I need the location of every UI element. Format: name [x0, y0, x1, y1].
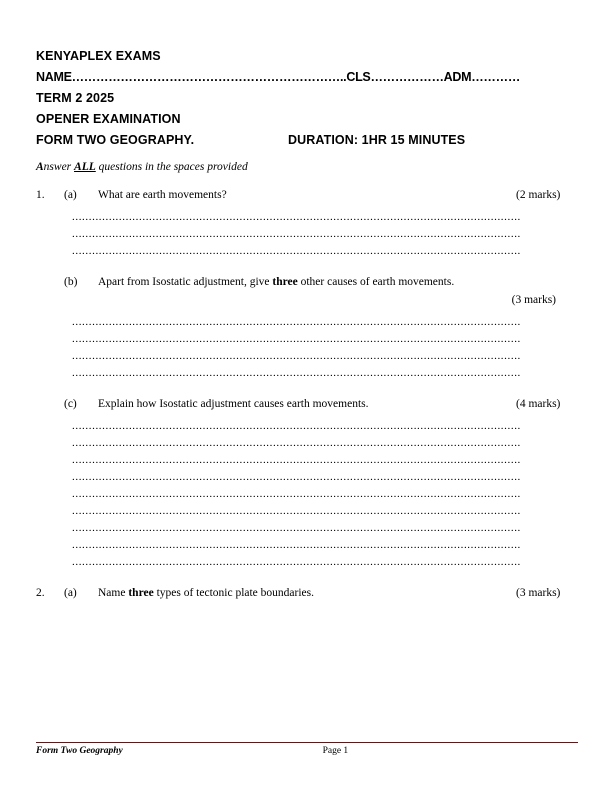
answer-line[interactable]: ......................................................................................................................................	[72, 539, 521, 551]
marks-2a: (3 marks)	[516, 587, 561, 599]
question-1b-row	[36, 276, 578, 288]
question-number-1: 1.	[36, 189, 45, 201]
question-number-2: 2.	[36, 587, 45, 599]
question-1c-row	[36, 398, 578, 410]
answer-line[interactable]: ......................................................................................................................................	[72, 228, 521, 240]
question-text-2a-bold: three	[128, 587, 154, 599]
question-part-letter-1b: (b)	[64, 276, 78, 288]
instruction-emphasis: ALL	[74, 161, 96, 173]
marks-1b: (3 marks)	[511, 294, 556, 306]
duration-label: DURATION: 1HR 15 MINUTES	[288, 133, 466, 147]
name-class-adm-line: NAME…………………………………………………………..CLS………………ADM…………	[36, 70, 521, 84]
answer-line[interactable]: ......................................................................................................................................	[72, 420, 521, 432]
answer-line[interactable]: ......................................................................................................................................	[72, 454, 521, 466]
question-text-1b	[98, 276, 578, 288]
question-text-1c: Explain how Isostatic adjustment causes earth movements.	[98, 398, 369, 410]
term-label: TERM 2 2025	[36, 91, 115, 105]
question-part-letter-1a: (a)	[64, 189, 77, 201]
answer-line[interactable]: ......................................................................................................................................	[72, 333, 521, 345]
question-part-letter-1c: (c)	[64, 398, 77, 410]
subject-duration-row	[36, 130, 578, 151]
answer-lines-1b[interactable]	[36, 314, 578, 382]
answer-line[interactable]: ......................................................................................................................................	[72, 488, 521, 500]
footer-subject-label: Form Two Geography	[36, 746, 123, 756]
answer-line[interactable]: ......................................................................................................................................	[72, 316, 521, 328]
marks-1c: (4 marks)	[516, 398, 561, 410]
question-text-2a	[98, 587, 516, 599]
answer-line[interactable]: ......................................................................................................................................	[72, 350, 521, 362]
instruction-before: nswer	[43, 161, 75, 173]
marks-1a: (2 marks)	[516, 189, 561, 201]
question-text-1b-before: Apart from Isostatic adjustment, give	[98, 276, 273, 288]
answer-line[interactable]: ......................................................................................................................................	[72, 211, 521, 223]
instruction-text	[36, 161, 578, 173]
footer-page-number: Page 1	[322, 746, 349, 756]
question-text-1b-bold: three	[272, 276, 298, 288]
answer-lines-1a[interactable]	[36, 209, 578, 260]
question-text-1a: What are earth movements?	[98, 189, 227, 201]
footer-divider	[36, 742, 578, 743]
question-2a-row	[36, 587, 578, 599]
answer-line[interactable]: ......................................................................................................................................	[72, 522, 521, 534]
question-text-2a-after: types of tectonic plate boundaries.	[153, 587, 314, 599]
answer-line[interactable]: ......................................................................................................................................	[72, 556, 521, 568]
question-text-1b-after: other causes of earth movements.	[297, 276, 455, 288]
exam-header	[36, 46, 578, 151]
answer-line[interactable]: ......................................................................................................................................	[72, 505, 521, 517]
question-1a-row	[36, 189, 578, 201]
question-part-letter-2a: (a)	[64, 587, 77, 599]
question-text-2a-before: Name	[98, 587, 129, 599]
answer-line[interactable]: ......................................................................................................................................	[72, 245, 521, 257]
exam-body-title: KENYAPLEX EXAMS	[36, 49, 161, 63]
answer-line[interactable]: ......................................................................................................................................	[72, 471, 521, 483]
answer-line[interactable]: ......................................................................................................................................	[72, 367, 521, 379]
page-footer	[36, 742, 578, 756]
instruction-after: questions in the spaces provided	[95, 161, 248, 173]
subject-label: FORM TWO GEOGRAPHY.	[36, 133, 195, 147]
instruction-lead: A	[36, 161, 44, 173]
answer-lines-1c[interactable]	[36, 418, 578, 571]
answer-line[interactable]: ......................................................................................................................................	[72, 437, 521, 449]
exam-type-label: OPENER EXAMINATION	[36, 112, 181, 126]
